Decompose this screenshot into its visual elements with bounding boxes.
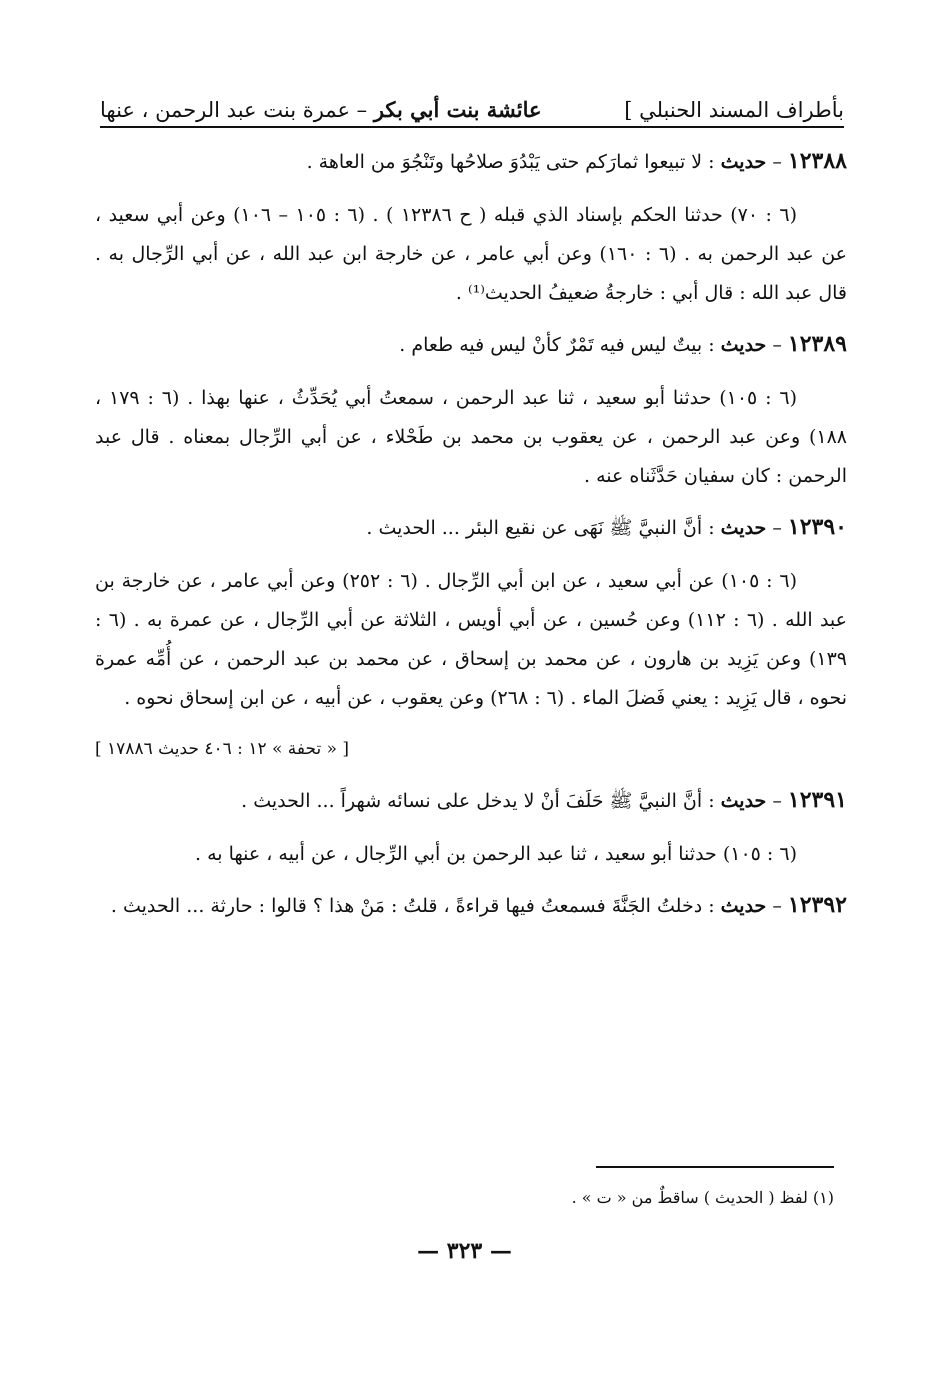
hadith-number: ١٢٣٩٢ [787,892,847,918]
hadith-number: ١٢٣٩٠ [787,514,847,540]
hadith-text: : أنَّ النبيَّ ﷺ نَهَى عن نقيع البئر ... الحديث . [366,517,721,539]
hadith-text: : لا تبيعوا ثمارَكم حتى يَبْدُوَ صلاحُها وتَنْجُوَ من العاهة . [306,151,721,173]
isnad-paragraph: (٦ : ١٠٥) حدثنا أبو سعيد ، ثنا عبد الرحمن بن أبي الرِّجال ، عن أبيه ، عنها به . [195,843,797,865]
header-section-title [100,97,542,122]
hadith-entry: ١٢٣٨٨ – حديث : لا تبيعوا ثمارَكم حتى يَبْدُوَ صلاحُها وتَنْجُوَ من العاهة . [306,148,847,174]
isnad-paragraph: (٦ : ١٠٥) حدثنا أبو سعيد ، ثنا عبد الرحمن ، سمعتُ أبي يُحَدِّثُ ، عنها بهذا . (٦ : ١٧٩ ، ١٨٨) وعن عبد الرحمن ، عن يعقوب بن محمد بن طَحْلاء ، عن أبي الرِّجال بمعناه . قال عبد الرحمن : كان سفيان حَدَّثَناه عنه . [95,387,847,487]
footnote: (١) لفظ ( الحديث ) ساقطٌ من « ت » . [571,1188,834,1207]
header-book-title: بأطراف المسند الحنبلي ] [624,98,844,122]
isnad-paragraph: (٦ : ١٠٥) عن أبي سعيد ، عن ابن أبي الرِّجال . (٦ : ٢٥٢) وعن أبي عامر ، عن خارجة بن عبد الله . (٦ : ١١٢) وعن حُسين ، عن أبي أويس ، الثلاثة عن أبي الرِّجال ، عن عمرة به . (٦ : ١٣٩) وعن يَزِيد بن هارون ، عن محمد بن إسحاق ، عن محمد بن عبد الرحمن ، عن أُمِّه عمرة نحوه ، قال يَزِيد : يعني فَضلَ الماء . (٦ : ٢٦٨) وعن يعقوب ، عن أبيه ، عن ابن إسحاق نحوه . [95,570,847,709]
hadith-number: ١٢٣٨٩ [787,331,847,357]
hadith-label: حديث [720,895,767,917]
header-section-sub: – عمرة بنت عبد الرحمن ، عنها [100,98,374,122]
footnote-rule [596,1166,834,1168]
hadith-entry: ١٢٣٩١ – حديث : أنَّ النبيَّ ﷺ حَلَفَ أنْ لا يدخل على نسائه شهراً ... الحديث . [241,787,847,813]
hadith-label: حديث [720,334,767,356]
running-header [100,88,844,126]
hadith-text: : دخلتُ الجَنَّةَ فسمعتُ فيها قراءةً ، قلتُ : مَنْ هذا ؟ قالوا : حارثة ... الحديث . [110,895,721,917]
hadith-entry: ١٢٣٨٩ – حديث : بيتٌ ليس فيه تَمْرٌ كأنْ ليس فيه طعام . [399,331,847,357]
isnad-paragraph: (٦ : ٧٠) حدثنا الحكم بإسناد الذي قبله ( ح ١٢٣٨٦ ) . (٦ : ١٠٥ – ١٠٦) وعن أبي سعيد ، عن عبد الرحمن به . (٦ : ١٦٠) وعن أبي عامر ، عن خارجة ابن عبد الله ، عن أبي الرِّجال به . قال عبد الله : قال أبي : خارجةُ ضعيفُ الحديث⁽¹⁾ . [95,204,848,304]
page-number: — ٣٢٣ — [417,1238,512,1264]
tuhfa-reference: [ « تحفة » ١٢ : ٤٠٦ حديث ١٧٨٨٦ ] [95,739,350,759]
hadith-label: حديث [720,790,767,812]
page-body [95,142,847,940]
header-section-main: عائشة بنت أبي بكر [373,97,542,122]
header-rule [100,126,844,128]
hadith-entry: ١٢٣٩٢ – حديث : دخلتُ الجَنَّةَ فسمعتُ فيها قراءةً ، قلتُ : مَنْ هذا ؟ قالوا : حارثة ... الحديث . [110,892,847,918]
hadith-label: حديث [720,517,767,539]
hadith-entry: ١٢٣٩٠ – حديث : أنَّ النبيَّ ﷺ نَهَى عن نقيع البئر ... الحديث . [366,514,847,540]
hadith-label: حديث [720,151,767,173]
hadith-text: : أنَّ النبيَّ ﷺ حَلَفَ أنْ لا يدخل على نسائه شهراً ... الحديث . [241,790,721,812]
hadith-number: ١٢٣٨٨ [787,148,847,174]
hadith-text: : بيتٌ ليس فيه تَمْرٌ كأنْ ليس فيه طعام . [399,334,721,356]
hadith-number: ١٢٣٩١ [787,787,847,813]
